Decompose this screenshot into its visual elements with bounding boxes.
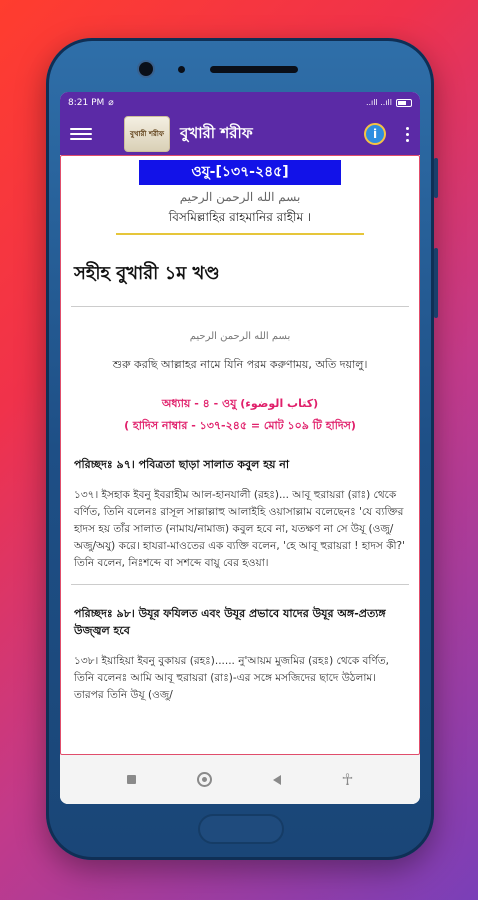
app-logo-text: বুখারী শরীফ [130, 130, 164, 138]
divider [71, 306, 409, 307]
camera-icon [139, 62, 153, 76]
phone-bezel [46, 38, 434, 92]
book-title: সহীহ বুখারী ১ম খণ্ড [74, 263, 220, 284]
speaker-grille [210, 66, 298, 73]
accessibility-icon[interactable]: ☥ [341, 770, 354, 789]
signal-icon: ..ıll ..ıll [365, 98, 392, 107]
section-heading: পরিচ্ছদঃ ৯৮। উযূর ফযিলত এবং উযূর প্রভাবে যাদের উযূর অঙ্গ-প্রত্যঙ্গ উজ্জ্বল হবে [74, 607, 386, 637]
phone-frame [46, 38, 434, 860]
menu-icon[interactable] [70, 128, 92, 140]
app-logo [124, 116, 170, 152]
sensor-icon [178, 66, 185, 73]
chapter-heading: অধ্যায় - ৪ - ওযু (كتاب الوضوء) [161, 397, 319, 410]
battery-icon [396, 99, 412, 107]
hadith-text: ১৩৭। ইসহাক ইবনু ইবরাহীম আল-হানযালী (রহঃ)... আবূ হুরায়রা (রাঃ) থেকে বর্ণিত, তিনি বলেনঃ রাসূল সাল্লাল্লাহু আলাইহি ওয়াসাল্লাম বলেছেনঃ 'যে ব্যক্তির হাদস হয় তাঁর সালাত (নামায/নামাজ) কবুল হবে না, যতক্ষণ না সে উযূ (ওজু/অজু/অযু) করে। হাযরা-মাওতের এক ব্যক্তি বলেন, 'হে আবূ হুরায়রা ! হাদস কী?' তিনি বলেন, নিঃশব্দে বা সশব্দে বায়ু বের হওয়া। [74, 489, 406, 569]
hadith-text: ১৩৮। ইয়াহিয়া ইবনু বুকায়র (রহঃ)...... নু'আয়ম মুজমির (রহঃ) থেকে বর্ণিত, তিনি বলেনঃ আমি আবূ হুরায়রা (রাঃ)-এর সঙ্গে মসজিদের ছাদে উঠলাম। তারপর তিনি উযূ (ওজু/ [74, 655, 389, 701]
status-bar [60, 92, 420, 113]
app-bar [60, 113, 420, 155]
recent-apps-icon[interactable] [127, 775, 136, 784]
home-button[interactable] [198, 814, 284, 844]
bismillah-bengali: বিসমিল্লাহির রাহমানির রাহীম । [116, 209, 364, 235]
reader-content[interactable] [60, 155, 420, 755]
screen [60, 92, 420, 804]
hadith-count: ( হাদিস নাম্বার - ১৩৭-২৪৫ = মোট ১০৯ টি হাদিস) [124, 419, 356, 432]
home-icon[interactable] [197, 772, 212, 787]
divider [71, 584, 409, 585]
app-title: বুখারী শরীফ [180, 123, 253, 142]
more-options-icon[interactable] [404, 127, 410, 142]
arabic-bismillah-small: بسم الله الرحمن الرحيم [189, 331, 291, 342]
arabic-bismillah: بسم الله الرحمن الرحيم [179, 190, 301, 204]
intro-text: শুরু করছি আল্লাহর নামে যিনি পরম করুণাময়, অতি দয়ালু। [112, 358, 368, 371]
status-time: 8:21 PM [68, 97, 105, 108]
section-heading: পরিচ্ছদঃ ৯৭। পবিত্রতা ছাড়া সালাত কবুল হয় না [74, 458, 290, 471]
back-icon[interactable] [273, 775, 281, 785]
chapter-range-badge: ওযু-[১৩৭-২৪৫] [139, 160, 341, 185]
notification-icon: ⌀ [108, 97, 114, 108]
system-nav-bar [60, 755, 420, 804]
info-icon[interactable]: i [364, 123, 386, 145]
